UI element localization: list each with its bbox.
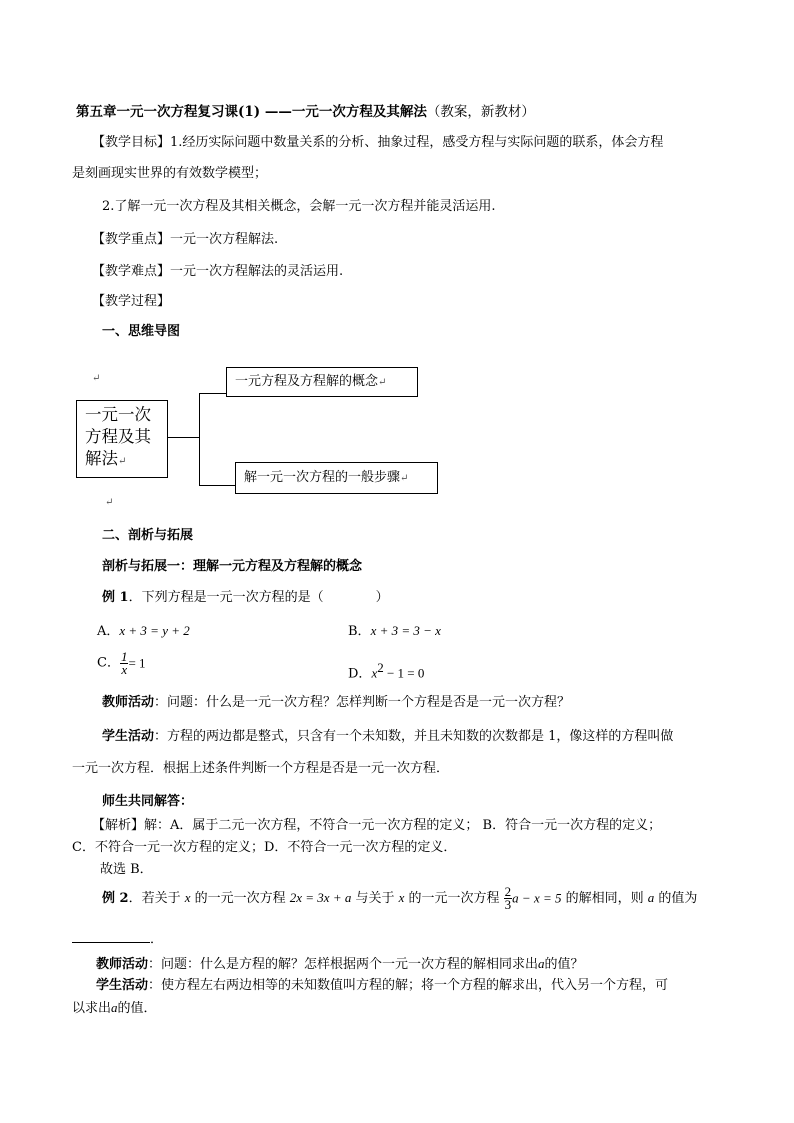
analysis-text1: 解：A．属于二元一次方程，不符合一元一次方程的定义； B．符合一元一次方程的定义；: [144, 818, 662, 833]
joint-answer-label: 师生共同解答：: [102, 794, 194, 809]
option-b: [348, 621, 441, 642]
student-activity-2-line2: 以求出a的值．: [72, 1000, 157, 1016]
student-activity-1-text: ：方程的两边都是整式，只含有一个未知数，并且未知数的次数都是 1，像这样的方程叫做: [154, 729, 674, 744]
key-point: [92, 230, 278, 250]
analysis-line2: C．不符合一元一次方程的定义；D．不符合一元一次方程的定义．: [72, 840, 457, 855]
objectives-label: 【教学目标】: [92, 135, 171, 150]
process-label: 【教学过程】: [92, 294, 171, 309]
mindmap-branch-bottom: 解一元一次方程的一般步骤↵: [235, 462, 438, 494]
branch-bottom-text: 解一元一次方程的一般步骤: [244, 470, 401, 485]
student-activity-2-label: 学生活动: [96, 978, 149, 993]
connector-trunk: [168, 437, 200, 438]
student-activity-1-line2: 一元一次方程．根据上述条件判断一个方程是否是一元一次方程．: [72, 761, 450, 776]
option-c-rest: = 1: [128, 655, 146, 671]
option-d: [348, 658, 424, 684]
difficulty: [92, 262, 343, 282]
connector-top: [199, 393, 226, 394]
teacher-activity-1-text: ：问题：什么是一元一次方程？怎样判断一个方程是否是一元一次方程？: [154, 695, 571, 710]
teacher-activity-1: [102, 693, 570, 713]
key-point-text: 一元一次方程解法.: [170, 232, 279, 247]
example-2-label: 例 2: [102, 891, 129, 906]
example-1-stem: [102, 588, 389, 608]
mindmap-branch-top: 一元方程及方程解的概念↵: [226, 367, 418, 397]
page-title: [76, 100, 535, 120]
example-2-equation-1: 2x = 3x + a: [289, 890, 352, 905]
subsection-1-heading: 剖析与拓展一：理解一元方程及方程解的概念: [102, 559, 363, 574]
option-b-label: B．: [348, 624, 371, 639]
option-d-exponent: 2: [377, 660, 384, 675]
objectives-line1: [92, 133, 663, 153]
example-1-label: 例 1: [102, 590, 129, 605]
difficulty-label: 【教学难点】: [92, 264, 171, 279]
analysis-line1: [92, 816, 661, 836]
option-a-label: A．: [97, 624, 120, 639]
option-b-formula: x + 3 = 3 − x: [370, 623, 441, 638]
connector-vertical: [199, 393, 200, 486]
option-a: [97, 621, 190, 642]
teacher-activity-2: 教师活动：问题：什么是方程的解？怎样根据两个一元一次方程的解相同求出a的值？: [96, 956, 584, 972]
difficulty-text: 一元一次方程解法的灵活运用.: [170, 264, 344, 279]
example-2-equation-2: a − x = 5: [512, 890, 562, 906]
option-a-formula: x + 3 = y + 2: [119, 623, 190, 638]
option-c-fraction: $\frac{1}{x}$: [120, 649, 128, 677]
return-mark-1: ↵: [92, 373, 101, 384]
branch-top-text: 一元方程及方程解的概念: [235, 374, 379, 389]
objectives-line2: 是刻画现实世界的有效数学模型；: [72, 166, 268, 181]
return-mark-2: ↵: [105, 497, 114, 508]
mindmap-center-line2: 方程及其: [85, 427, 151, 446]
teacher-activity-2-label: 教师活动: [96, 957, 149, 972]
answer-blank-line: [72, 930, 150, 943]
analysis-label: 【解析】: [92, 818, 145, 833]
key-point-label: 【教学重点】: [92, 232, 171, 247]
option-d-base: x: [371, 665, 378, 681]
objectives-line3: 2.了解一元一次方程及其相关概念，会解一元一次方程并能灵活运用.: [102, 199, 496, 214]
section-1-heading: 一、思维导图: [102, 324, 181, 339]
option-c: [97, 651, 146, 676]
example-2-fraction: $\frac{2}{3}$: [504, 884, 512, 912]
objectives-text1: 1.经历实际问题中数量关系的分析、抽象过程，感受方程与实际问题的联系，体会方程: [170, 135, 664, 150]
example-1-text: ．下列方程是一元一次方程的是（ ）: [128, 590, 389, 605]
mindmap-center-line1: 一元一次: [85, 405, 151, 424]
teacher-activity-1-label: 教师活动: [102, 695, 155, 710]
mindmap-center-box: [76, 400, 168, 478]
analysis-line3: 故选 B．: [100, 862, 153, 877]
connector-bottom: [199, 485, 235, 486]
student-activity-2-text: ：使方程左右两边相等的未知数值叫方程的解；将一个方程的解求出，代入另一个方程，可: [148, 978, 669, 993]
option-d-label: D．: [348, 666, 372, 682]
option-d-rest: − 1 = 0: [383, 665, 425, 681]
section-2-heading: 二、剖析与拓展: [102, 528, 194, 543]
student-activity-1-label: 学生活动: [102, 729, 155, 744]
answer-blank: ．: [72, 930, 163, 950]
student-activity-2-line1: [96, 976, 668, 996]
title-main: 第五章一元一次方程复习课(1) ——一元一次方程及其解法: [76, 104, 427, 120]
example-2-stem: 例 2．若关于 x 的一元一次方程 2x = 3x + a 与关于 x 的一元一次方程 $\frac{2}{3}$ a − x = 5 的解相同，则 a 的值为: [102, 884, 698, 912]
option-c-label: C．: [97, 655, 120, 671]
title-note: （教案，新教材）: [426, 104, 535, 120]
mindmap-center-line3: 解法↵: [85, 449, 127, 468]
student-activity-1-line1: [102, 727, 673, 747]
